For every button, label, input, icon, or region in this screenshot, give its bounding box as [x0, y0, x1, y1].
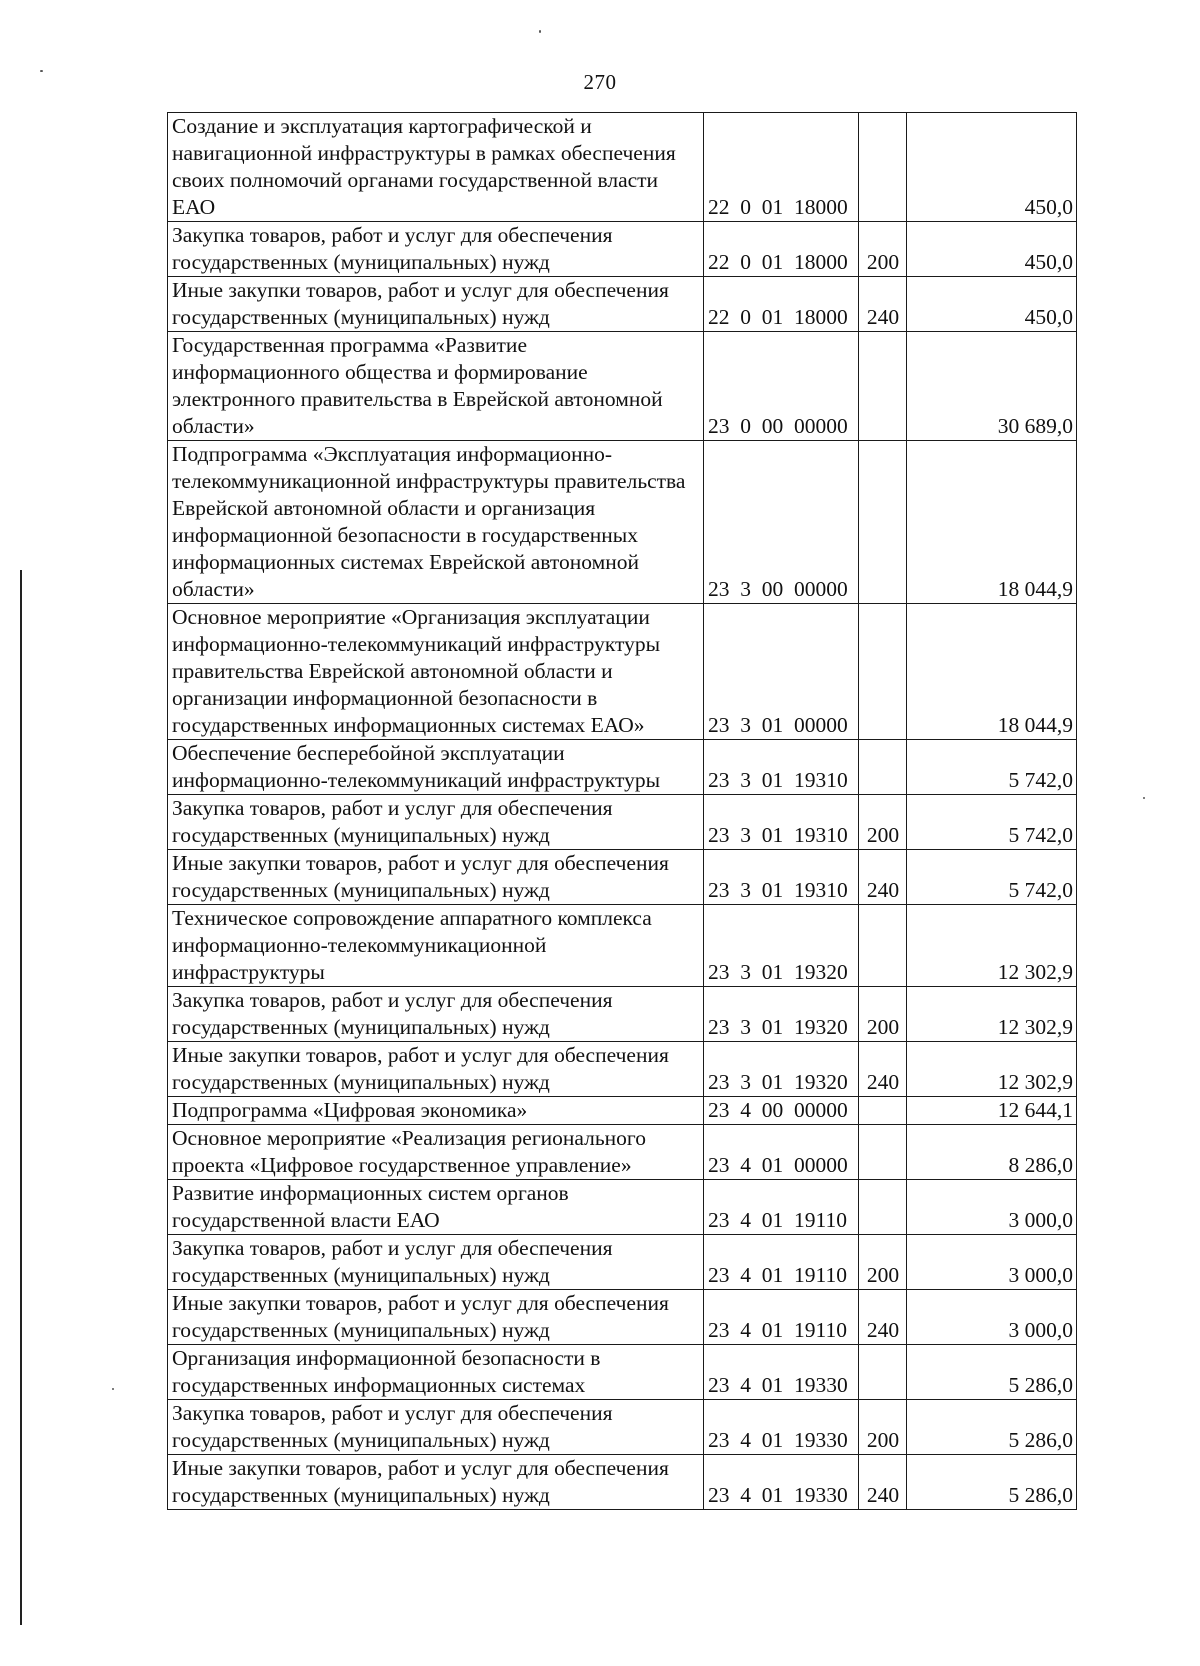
row-name: Подпрограмма «Эксплуатация информационно-телекоммуникационной инфраструктуры правительства Еврейской автономной области и организация информационной безопасности в государственных информационных системах Еврейской автономной области»: [168, 441, 704, 604]
row-name: Закупка товаров, работ и услуг для обеспечения государственных (муниципальных) нужд: [168, 1235, 704, 1290]
row-amount: 5 286,0: [907, 1455, 1077, 1510]
row-vr: [859, 1125, 907, 1180]
table-row: [168, 1290, 1077, 1345]
row-name: Основное мероприятие «Организация эксплуатации информационно-телекоммуникаций инфраструктуры правительства Еврейской автономной области и организации информационной безопасности в государственных информационных системах ЕАО»: [168, 604, 704, 740]
row-code: 23 3 00 00000: [704, 441, 859, 604]
row-amount: 450,0: [907, 113, 1077, 222]
row-amount: 450,0: [907, 277, 1077, 332]
row-amount: 30 689,0: [907, 332, 1077, 441]
row-amount: 3 000,0: [907, 1235, 1077, 1290]
row-amount: 18 044,9: [907, 604, 1077, 740]
table-row: [168, 1235, 1077, 1290]
row-vr: 200: [859, 1235, 907, 1290]
row-code: 23 0 00 00000: [704, 332, 859, 441]
row-amount: 8 286,0: [907, 1125, 1077, 1180]
row-name: Развитие информационных систем органов государственной власти ЕАО: [168, 1180, 704, 1235]
row-vr: [859, 441, 907, 604]
row-code: 23 4 01 19330: [704, 1400, 859, 1455]
row-code: 23 3 01 19310: [704, 740, 859, 795]
row-vr: [859, 1345, 907, 1400]
row-name: Обеспечение бесперебойной эксплуатации информационно-телекоммуникаций инфраструктуры: [168, 740, 704, 795]
row-vr: 240: [859, 1042, 907, 1097]
row-vr: [859, 1180, 907, 1235]
row-amount: 18 044,9: [907, 441, 1077, 604]
table-row: [168, 113, 1077, 222]
row-vr: [859, 1097, 907, 1125]
table-row: [168, 1097, 1077, 1125]
row-amount: 5 742,0: [907, 795, 1077, 850]
row-code: 22 0 01 18000: [704, 277, 859, 332]
row-name: Иные закупки товаров, работ и услуг для обеспечения государственных (муниципальных) нужд: [168, 1042, 704, 1097]
table-row: [168, 1455, 1077, 1510]
table-row: [168, 1042, 1077, 1097]
row-vr: 240: [859, 850, 907, 905]
row-code: 23 4 01 19110: [704, 1290, 859, 1345]
row-amount: 5 286,0: [907, 1400, 1077, 1455]
row-name: Иные закупки товаров, работ и услуг для обеспечения государственных (муниципальных) нужд: [168, 277, 704, 332]
page-number: 270: [583, 70, 617, 94]
row-vr: 200: [859, 222, 907, 277]
row-code: 22 0 01 18000: [704, 222, 859, 277]
row-amount: 450,0: [907, 222, 1077, 277]
scan-speck: [40, 70, 43, 72]
budget-table: [167, 112, 1077, 1510]
row-amount: 5 742,0: [907, 850, 1077, 905]
row-name: Закупка товаров, работ и услуг для обеспечения государственных (муниципальных) нужд: [168, 795, 704, 850]
row-code: 23 3 01 19320: [704, 987, 859, 1042]
scan-margin-line: [20, 570, 22, 1625]
table-row: [168, 222, 1077, 277]
row-vr: 200: [859, 987, 907, 1042]
table-row: [168, 604, 1077, 740]
row-code: 23 4 01 19110: [704, 1180, 859, 1235]
table-row: [168, 1125, 1077, 1180]
table-row: [168, 332, 1077, 441]
row-name: Подпрограмма «Цифровая экономика»: [168, 1097, 704, 1125]
row-name: Государственная программа «Развитие информационного общества и формирование электронного правительства в Еврейской автономной области»: [168, 332, 704, 441]
row-vr: [859, 905, 907, 987]
row-name: Иные закупки товаров, работ и услуг для обеспечения государственных (муниципальных) нужд: [168, 1290, 704, 1345]
row-name: Создание и эксплуатация картографической и навигационной инфраструктуры в рамках обеспечения своих полномочий органами государственной власти ЕАО: [168, 113, 704, 222]
row-amount: 12 644,1: [907, 1097, 1077, 1125]
table-row: [168, 795, 1077, 850]
row-code: 23 4 01 19330: [704, 1455, 859, 1510]
row-name: Закупка товаров, работ и услуг для обеспечения государственных (муниципальных) нужд: [168, 987, 704, 1042]
scan-speck: [112, 1388, 114, 1390]
row-amount: 12 302,9: [907, 1042, 1077, 1097]
row-code: 23 3 01 19310: [704, 795, 859, 850]
row-vr: [859, 113, 907, 222]
table-row: [168, 1400, 1077, 1455]
table-row: [168, 441, 1077, 604]
row-amount: 3 000,0: [907, 1290, 1077, 1345]
row-name: Иные закупки товаров, работ и услуг для обеспечения государственных (муниципальных) нужд: [168, 1455, 704, 1510]
row-code: 23 4 01 19110: [704, 1235, 859, 1290]
row-vr: 240: [859, 277, 907, 332]
row-code: 23 3 01 19320: [704, 1042, 859, 1097]
row-name: Закупка товаров, работ и услуг для обеспечения государственных (муниципальных) нужд: [168, 222, 704, 277]
table-row: [168, 277, 1077, 332]
row-vr: 200: [859, 795, 907, 850]
table-row: [168, 740, 1077, 795]
row-name: Организация информационной безопасности в государственных информационных системах: [168, 1345, 704, 1400]
row-name: Основное мероприятие «Реализация регионального проекта «Цифровое государственное управление»: [168, 1125, 704, 1180]
row-code: 23 4 01 00000: [704, 1125, 859, 1180]
row-code: 23 4 01 19330: [704, 1345, 859, 1400]
row-amount: 3 000,0: [907, 1180, 1077, 1235]
row-name: Иные закупки товаров, работ и услуг для обеспечения государственных (муниципальных) нужд: [168, 850, 704, 905]
table-row: [168, 1180, 1077, 1235]
scan-speck: [1143, 797, 1145, 799]
row-code: 23 4 00 00000: [704, 1097, 859, 1125]
scan-speck: [539, 30, 541, 33]
row-amount: 12 302,9: [907, 905, 1077, 987]
row-vr: 240: [859, 1455, 907, 1510]
row-code: 23 3 01 00000: [704, 604, 859, 740]
row-code: 23 3 01 19310: [704, 850, 859, 905]
table-row: [168, 987, 1077, 1042]
row-name: Техническое сопровождение аппаратного комплекса информационно-телекоммуникационной инфраструктуры: [168, 905, 704, 987]
row-vr: 240: [859, 1290, 907, 1345]
row-vr: [859, 604, 907, 740]
row-name: Закупка товаров, работ и услуг для обеспечения государственных (муниципальных) нужд: [168, 1400, 704, 1455]
row-code: 23 3 01 19320: [704, 905, 859, 987]
row-amount: 5 286,0: [907, 1345, 1077, 1400]
row-code: 22 0 01 18000: [704, 113, 859, 222]
table-row: [168, 1345, 1077, 1400]
row-vr: [859, 332, 907, 441]
row-vr: 200: [859, 1400, 907, 1455]
row-vr: [859, 740, 907, 795]
table-row: [168, 850, 1077, 905]
row-amount: 5 742,0: [907, 740, 1077, 795]
table-row: [168, 905, 1077, 987]
row-amount: 12 302,9: [907, 987, 1077, 1042]
